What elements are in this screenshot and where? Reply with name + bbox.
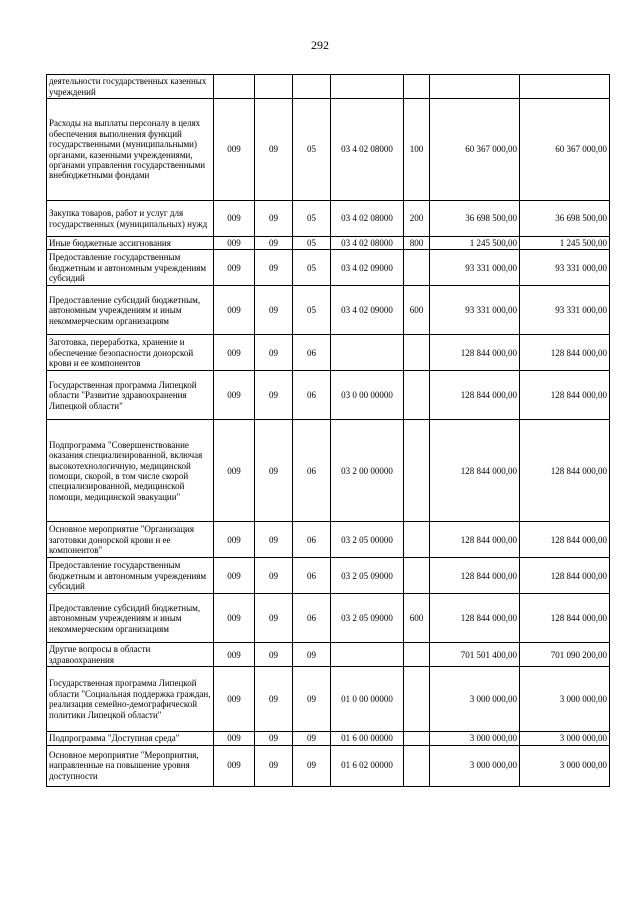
table-row — [47, 643, 610, 667]
row-ministry-code: 009 — [214, 286, 255, 335]
row-amount-1: 128 844 000,00 — [430, 420, 520, 522]
row-name: Государственная программа Липецкой области "Развитие здравоохранения Липецкой области" — [47, 371, 214, 420]
table-row — [47, 99, 610, 201]
row-amount-2: 128 844 000,00 — [520, 594, 610, 643]
row-amount-1: 128 844 000,00 — [430, 371, 520, 420]
row-target-article: 03 0 00 00000 — [331, 371, 404, 420]
row-name: Подпрограмма "Совершенствование оказания специализированной, включая высокотехнологичную, медицинской помощи, скорой, в том числе скорой специализированной, медицинской помощи, медицинской эвакуации" — [47, 420, 214, 522]
table-row — [47, 558, 610, 594]
row-name: Государственная программа Липецкой области "Социальная поддержка граждан, реализация семейно-демографической политики Липецкой области" — [47, 667, 214, 732]
table-row — [47, 286, 610, 335]
row-name: Предоставление государственным бюджетным и автономным учреждениям субсидий — [47, 558, 214, 594]
table-row — [47, 594, 610, 643]
row-expense-type: 800 — [404, 237, 430, 250]
row-amount-2: 701 090 200,00 — [520, 643, 610, 667]
row-ministry-code: 009 — [214, 420, 255, 522]
row-amount-1: 60 367 000,00 — [430, 99, 520, 201]
row-amount-2: 36 698 500,00 — [520, 201, 610, 237]
row-ministry-code: 009 — [214, 99, 255, 201]
row-subsection-code: 06 — [293, 558, 331, 594]
row-subsection-code: 05 — [293, 286, 331, 335]
row-expense-type — [404, 75, 430, 99]
row-expense-type: 600 — [404, 594, 430, 643]
row-section-code: 09 — [255, 420, 293, 522]
row-target-article: 01 0 00 00000 — [331, 667, 404, 732]
row-amount-1: 36 698 500,00 — [430, 201, 520, 237]
row-amount-2: 60 367 000,00 — [520, 99, 610, 201]
row-expense-type — [404, 420, 430, 522]
table-row — [47, 745, 610, 786]
row-expense-type: 100 — [404, 99, 430, 201]
row-ministry-code: 009 — [214, 643, 255, 667]
row-expense-type — [404, 745, 430, 786]
row-name: Основное мероприятие "Организация заготовки донорской крови и ее компонентов" — [47, 522, 214, 558]
row-amount-2 — [520, 75, 610, 99]
row-section-code: 09 — [255, 250, 293, 286]
table-row — [47, 667, 610, 732]
row-expense-type — [404, 558, 430, 594]
row-ministry-code: 009 — [214, 250, 255, 286]
row-subsection-code: 09 — [293, 643, 331, 667]
row-name: Предоставление государственным бюджетным и автономным учреждениям субсидий — [47, 250, 214, 286]
budget-table — [46, 74, 610, 787]
row-amount-1 — [430, 75, 520, 99]
row-target-article: 03 4 02 08000 — [331, 99, 404, 201]
row-subsection-code: 05 — [293, 237, 331, 250]
row-target-article: 03 2 05 00000 — [331, 522, 404, 558]
row-expense-type — [404, 250, 430, 286]
table-row — [47, 237, 610, 250]
row-amount-2: 93 331 000,00 — [520, 250, 610, 286]
row-target-article: 03 4 02 08000 — [331, 237, 404, 250]
row-target-article: 03 4 02 08000 — [331, 201, 404, 237]
table-row — [47, 75, 610, 99]
row-ministry-code: 009 — [214, 237, 255, 250]
row-expense-type: 600 — [404, 286, 430, 335]
row-target-article: 03 2 05 09000 — [331, 558, 404, 594]
row-ministry-code: 009 — [214, 371, 255, 420]
row-amount-1: 3 000 000,00 — [430, 667, 520, 732]
row-section-code: 09 — [255, 667, 293, 732]
row-target-article: 03 2 05 09000 — [331, 594, 404, 643]
row-amount-1: 128 844 000,00 — [430, 522, 520, 558]
row-subsection-code: 06 — [293, 371, 331, 420]
row-subsection-code: 06 — [293, 420, 331, 522]
row-amount-1: 93 331 000,00 — [430, 286, 520, 335]
budget-table-body — [47, 75, 610, 787]
row-section-code: 09 — [255, 371, 293, 420]
row-ministry-code: 009 — [214, 335, 255, 371]
row-ministry-code: 009 — [214, 732, 255, 745]
row-amount-1: 128 844 000,00 — [430, 594, 520, 643]
row-subsection-code: 09 — [293, 732, 331, 745]
row-amount-2: 128 844 000,00 — [520, 420, 610, 522]
row-ministry-code: 009 — [214, 594, 255, 643]
table-row — [47, 522, 610, 558]
row-amount-2: 128 844 000,00 — [520, 371, 610, 420]
row-ministry-code: 009 — [214, 745, 255, 786]
row-ministry-code: 009 — [214, 558, 255, 594]
row-amount-2: 3 000 000,00 — [520, 667, 610, 732]
row-expense-type — [404, 522, 430, 558]
row-target-article: 03 4 02 09000 — [331, 286, 404, 335]
row-section-code: 09 — [255, 237, 293, 250]
row-subsection-code: 06 — [293, 522, 331, 558]
row-section-code: 09 — [255, 643, 293, 667]
row-amount-2: 3 000 000,00 — [520, 732, 610, 745]
table-row — [47, 732, 610, 745]
row-subsection-code: 05 — [293, 201, 331, 237]
row-target-article: 01 6 02 00000 — [331, 745, 404, 786]
row-expense-type — [404, 643, 430, 667]
row-amount-2: 1 245 500,00 — [520, 237, 610, 250]
row-section-code: 09 — [255, 558, 293, 594]
row-section-code: 09 — [255, 522, 293, 558]
row-subsection-code: 06 — [293, 594, 331, 643]
row-amount-2: 3 000 000,00 — [520, 745, 610, 786]
row-ministry-code: 009 — [214, 201, 255, 237]
row-subsection-code: 09 — [293, 745, 331, 786]
row-name: Иные бюджетные ассигнования — [47, 237, 214, 250]
row-section-code: 09 — [255, 286, 293, 335]
table-row — [47, 371, 610, 420]
row-target-article: 01 6 00 00000 — [331, 732, 404, 745]
row-section-code: 09 — [255, 732, 293, 745]
table-row — [47, 250, 610, 286]
row-section-code: 09 — [255, 594, 293, 643]
row-section-code: 09 — [255, 99, 293, 201]
row-expense-type — [404, 667, 430, 732]
row-subsection-code: 05 — [293, 99, 331, 201]
row-name: Подпрограмма "Доступная среда" — [47, 732, 214, 745]
row-name: Основное мероприятие "Мероприятия, направленные на повышение уровня доступности — [47, 745, 214, 786]
row-subsection-code: 09 — [293, 667, 331, 732]
row-subsection-code: 06 — [293, 335, 331, 371]
row-target-article — [331, 75, 404, 99]
row-name: Заготовка, переработка, хранение и обеспечение безопасности донорской крови и ее компонентов — [47, 335, 214, 371]
row-expense-type — [404, 371, 430, 420]
row-target-article: 03 4 02 09000 — [331, 250, 404, 286]
row-ministry-code: 009 — [214, 522, 255, 558]
row-section-code: 09 — [255, 335, 293, 371]
row-name: Предоставление субсидий бюджетным, автономным учреждениям и иным некоммерческим организациям — [47, 594, 214, 643]
row-subsection-code — [293, 75, 331, 99]
row-name: Закупка товаров, работ и услуг для государственных (муниципальных) нужд — [47, 201, 214, 237]
row-expense-type — [404, 335, 430, 371]
row-expense-type: 200 — [404, 201, 430, 237]
row-amount-2: 128 844 000,00 — [520, 335, 610, 371]
row-amount-2: 93 331 000,00 — [520, 286, 610, 335]
row-name: Другие вопросы в области здравоохранения — [47, 643, 214, 667]
row-name: деятельности государственных казенных учреждений — [47, 75, 214, 99]
table-row — [47, 420, 610, 522]
row-expense-type — [404, 732, 430, 745]
row-amount-1: 128 844 000,00 — [430, 335, 520, 371]
row-target-article: 03 2 00 00000 — [331, 420, 404, 522]
row-amount-1: 128 844 000,00 — [430, 558, 520, 594]
table-row — [47, 335, 610, 371]
row-ministry-code: 009 — [214, 667, 255, 732]
table-row — [47, 201, 610, 237]
page-number: 292 — [311, 38, 329, 52]
row-amount-1: 3 000 000,00 — [430, 732, 520, 745]
row-ministry-code — [214, 75, 255, 99]
row-amount-1: 3 000 000,00 — [430, 745, 520, 786]
row-amount-2: 128 844 000,00 — [520, 558, 610, 594]
row-section-code: 09 — [255, 201, 293, 237]
row-amount-1: 701 501 400,00 — [430, 643, 520, 667]
row-target-article — [331, 335, 404, 371]
row-amount-2: 128 844 000,00 — [520, 522, 610, 558]
row-name: Предоставление субсидий бюджетным, автономным учреждениям и иным некоммерческим организациям — [47, 286, 214, 335]
row-section-code — [255, 75, 293, 99]
row-amount-1: 1 245 500,00 — [430, 237, 520, 250]
row-subsection-code: 05 — [293, 250, 331, 286]
row-section-code: 09 — [255, 745, 293, 786]
row-amount-1: 93 331 000,00 — [430, 250, 520, 286]
row-target-article — [331, 643, 404, 667]
row-name: Расходы на выплаты персоналу в целях обеспечения выполнения функций государственными (муниципальными) органами, казенными учреждениями, органами управления государственными внебюджетными фондами — [47, 99, 214, 201]
